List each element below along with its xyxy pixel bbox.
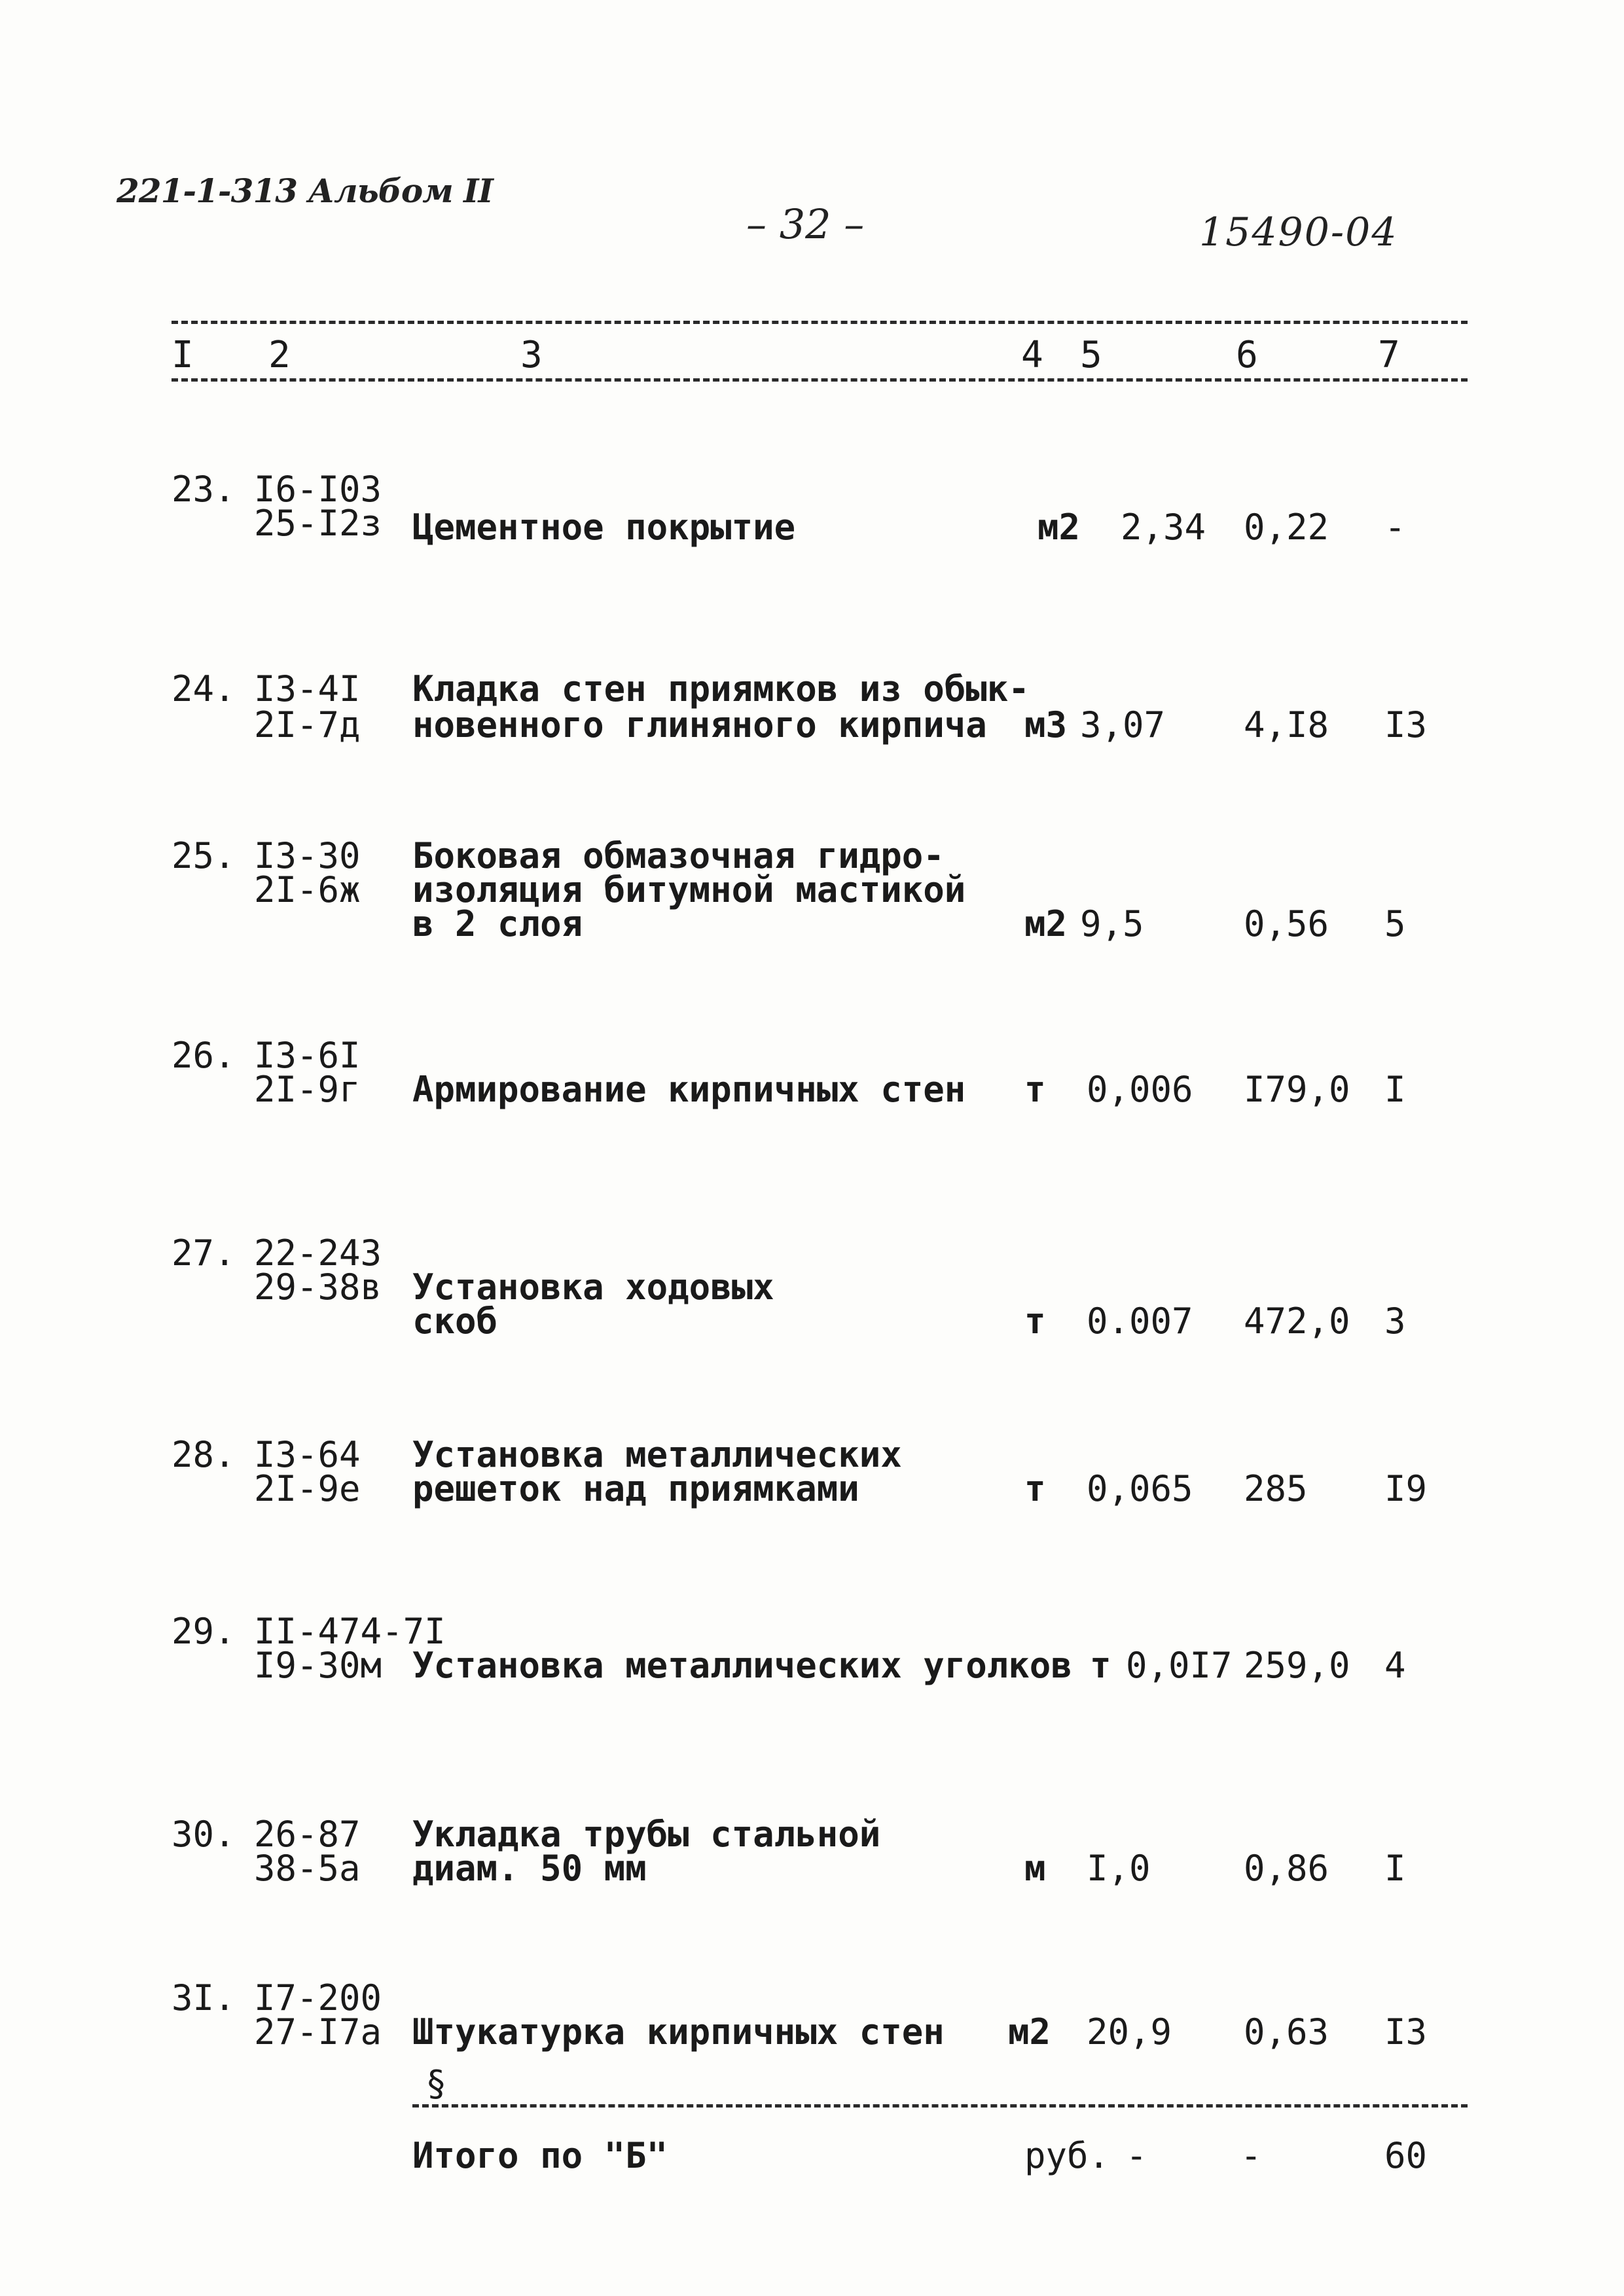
row-quantity: 0,0I7 (1126, 1645, 1233, 1686)
row-code-1: I3-4I (254, 668, 361, 709)
row-col7: I (1384, 1069, 1406, 1110)
row-description: Штукатурка кирпичных стен (412, 2011, 945, 2053)
row-description: Цементное покрытие (412, 507, 796, 548)
row-code-2: 2I-9г (254, 1069, 361, 1110)
row-unit: т (1024, 1069, 1046, 1110)
row-col7: I (1384, 1848, 1406, 1889)
row-code-1: I6-I03 (254, 469, 382, 510)
row-code-1: II-474-7I (254, 1611, 446, 1652)
row-number: 25. (171, 835, 236, 876)
row-col7: I3 (1384, 2011, 1428, 2053)
row-col7: 4 (1384, 1645, 1406, 1686)
column-header-1: I (171, 334, 194, 376)
row-description-line-2: диам. 50 мм (412, 1848, 647, 1889)
row-code-1: I7-200 (254, 1977, 382, 2018)
row-price: 4,I8 (1244, 704, 1329, 745)
row-price: 472,0 (1244, 1300, 1350, 1342)
row-number: 26. (171, 1035, 236, 1076)
row-unit: т (1024, 1468, 1046, 1509)
page-number: – 32 – (746, 200, 865, 248)
document-number: 15490-04 (1199, 209, 1398, 255)
row-col7: - (1384, 507, 1406, 548)
row-quantity: I,0 (1087, 1848, 1151, 1889)
row-description: Армирование кирпичных стен (412, 1069, 966, 1110)
row-description-line-1: Кладка стен приямков из обык- (412, 668, 1030, 709)
row-col7: 3 (1384, 1300, 1406, 1342)
row-description: Установка металлических уголков (412, 1645, 1072, 1686)
row-code-2: 2I-9е (254, 1468, 361, 1509)
row-code-1: 26-87 (254, 1814, 361, 1855)
row-price: 0,86 (1244, 1848, 1329, 1889)
section-mark: § (425, 2063, 447, 2104)
column-header-2: 2 (268, 334, 291, 376)
row-unit: т (1090, 1645, 1111, 1686)
row-code-2: I9-30м (254, 1645, 382, 1686)
header-top-rule (171, 321, 1468, 324)
column-header-4: 4 (1021, 334, 1043, 376)
row-code-1: 22-243 (254, 1232, 382, 1274)
row-col7: I9 (1384, 1468, 1428, 1509)
row-price: 0,63 (1244, 2011, 1329, 2053)
header-bottom-rule (171, 378, 1468, 382)
row-quantity: 3,07 (1080, 704, 1166, 745)
row-code-2: 29-38в (254, 1266, 382, 1308)
row-code-2: 25-I2з (254, 503, 382, 544)
row-price: 285 (1244, 1468, 1308, 1509)
row-code-1: I3-30 (254, 835, 361, 876)
total-price: - (1240, 2135, 1262, 2176)
row-number: 27. (171, 1232, 236, 1274)
row-quantity: 0,065 (1087, 1468, 1193, 1509)
row-col7: 5 (1384, 903, 1406, 944)
row-description-line-1: Установка ходовых (412, 1266, 774, 1308)
row-description-line-2: скоб (412, 1300, 498, 1342)
row-description-line-1: Установка металлических (412, 1434, 902, 1475)
row-number: 23. (171, 469, 236, 510)
row-quantity: 20,9 (1087, 2011, 1172, 2053)
row-price: 0,56 (1244, 903, 1329, 944)
row-description-line-3: в 2 слоя (412, 903, 583, 944)
document-reference: 221-1-313 Альбом II (117, 171, 493, 210)
row-unit: м3 (1024, 704, 1068, 745)
row-unit: м (1024, 1848, 1046, 1889)
row-code-1: I3-6I (254, 1035, 361, 1076)
row-code-1: I3-64 (254, 1434, 361, 1475)
row-unit: т (1024, 1300, 1046, 1342)
column-header-7: 7 (1378, 334, 1400, 376)
row-unit: м2 (1008, 2011, 1051, 2053)
row-code-2: 2I-6ж (254, 869, 361, 910)
total-quantity: - (1126, 2135, 1147, 2176)
row-unit: м2 (1038, 507, 1081, 548)
row-quantity: 2,34 (1121, 507, 1206, 548)
row-number: 24. (171, 668, 236, 709)
row-number: 3I. (171, 1977, 236, 2018)
row-quantity: 9,5 (1080, 903, 1144, 944)
row-quantity: 0,006 (1087, 1069, 1193, 1110)
column-header-6: 6 (1236, 334, 1258, 376)
total-col7: 60 (1384, 2135, 1428, 2176)
total-label: Итого по "Б" (412, 2135, 668, 2176)
row-code-2: 27-I7а (254, 2011, 382, 2053)
row-description-line-2: решеток над приямками (412, 1468, 859, 1509)
row-description-line-1: Укладка трубы стальной (412, 1814, 881, 1855)
row-description-line-2: изоляция битумной мастикой (412, 869, 966, 910)
row-description-line-1: Боковая обмазочная гидро- (412, 835, 945, 876)
row-number: 30. (171, 1814, 236, 1855)
row-price: 259,0 (1244, 1645, 1350, 1686)
row-number: 29. (171, 1611, 236, 1652)
row-price: I79,0 (1244, 1069, 1350, 1110)
total-unit: руб. (1024, 2135, 1110, 2176)
footer-rule (412, 2104, 1468, 2108)
column-header-3: 3 (520, 334, 543, 376)
row-number: 28. (171, 1434, 236, 1475)
row-unit: м2 (1024, 903, 1068, 944)
column-header-5: 5 (1080, 334, 1102, 376)
row-price: 0,22 (1244, 507, 1329, 548)
row-code-2: 38-5а (254, 1848, 361, 1889)
row-code-2: 2I-7д (254, 704, 361, 745)
row-description-line-2: новенного глиняного кирпича (412, 704, 987, 745)
row-quantity: 0.007 (1087, 1300, 1193, 1342)
row-col7: I3 (1384, 704, 1428, 745)
